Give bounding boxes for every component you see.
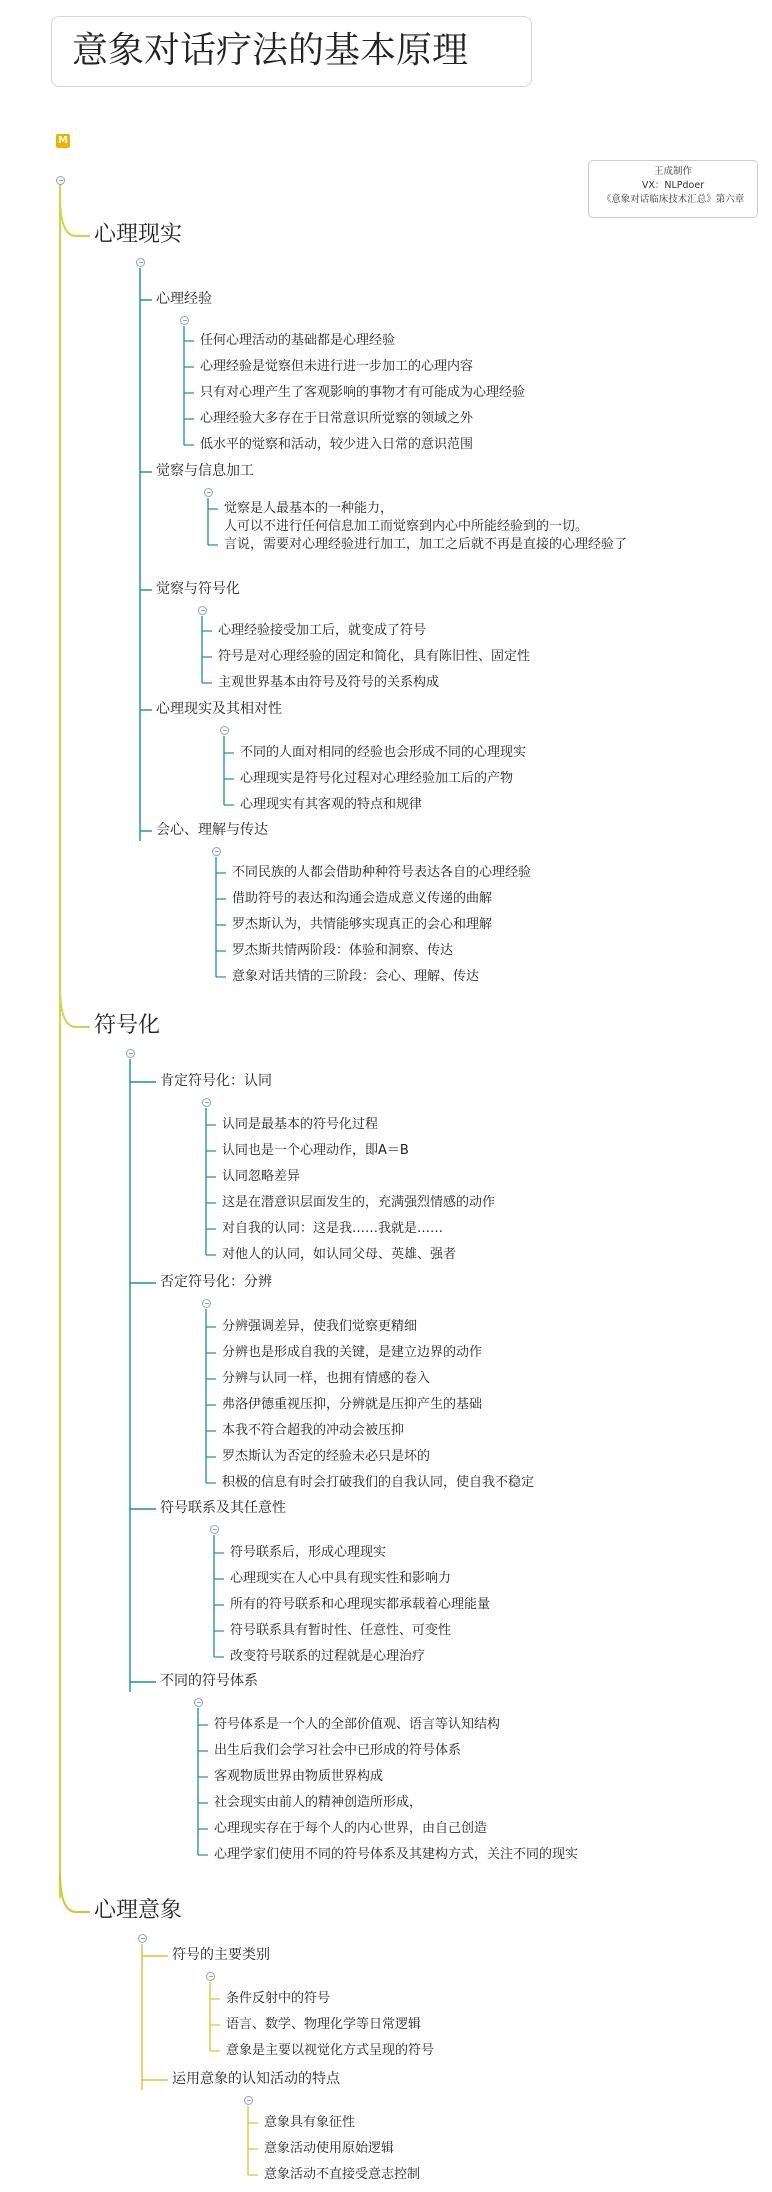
note-line-2: VX：NLPdoer bbox=[641, 180, 705, 191]
note-line-1: 王成制作 bbox=[653, 166, 692, 177]
leaf-item: 心理学家们使用不同的符号体系及其建构方式，关注不同的现实 bbox=[214, 1847, 579, 1862]
note-line-3: 《意象对话临床技术汇总》第六章 bbox=[601, 194, 745, 205]
leaf-item: 符号体系是一个人的全部价值观、语言等认知结构 bbox=[214, 1717, 501, 1732]
leaf-item: 积极的信息有时会打破我们的自我认同，使自我不稳定 bbox=[222, 1475, 535, 1490]
leaf-item: 意象是主要以视觉化方式呈现的符号 bbox=[226, 2043, 435, 2058]
branch-label: 心理现实及其相对性 bbox=[156, 701, 282, 717]
branch-toggle[interactable] bbox=[202, 1299, 211, 1308]
leaf-item: 对他人的认同，如认同父母、英雄、强者 bbox=[222, 1247, 457, 1262]
section-toggle[interactable] bbox=[136, 258, 145, 267]
leaf-item: 人可以不进行任何信息加工而觉察到内心中所能经验到的一切。 bbox=[224, 519, 589, 534]
leaf-item: 不同民族的人都会借助种种符号表达各自的心理经验 bbox=[232, 865, 532, 880]
leaf-item: 觉察是人最基本的一种能力， bbox=[224, 501, 394, 516]
leaf-item: 不同的人面对相同的经验也会形成不同的心理现实 bbox=[240, 745, 527, 760]
leaf-item: 心理经验是觉察但未进行进一步加工的心理内容 bbox=[200, 359, 474, 374]
leaf-item: 认同忽略差异 bbox=[222, 1169, 301, 1184]
connector-curve bbox=[60, 1872, 90, 1912]
leaf-item: 符号是对心理经验的固定和简化，具有陈旧性、固定性 bbox=[218, 649, 531, 664]
leaf-item: 心理现实有其客观的特点和规律 bbox=[240, 797, 423, 812]
leaf-item: 客观物质世界由物质世界构成 bbox=[214, 1769, 384, 1784]
section-toggle[interactable] bbox=[138, 1934, 147, 1943]
mindmap-icon: M bbox=[56, 134, 70, 148]
page-title: 意象对话疗法的基本原理 bbox=[72, 30, 469, 71]
leaf-item: 心理现实是符号化过程对心理经验加工后的产物 bbox=[240, 771, 514, 786]
leaf-item: 弗洛伊德重视压抑，分辨就是压抑产生的基础 bbox=[222, 1397, 483, 1412]
leaf-item: 任何心理活动的基础都是心理经验 bbox=[200, 333, 396, 348]
branch-toggle[interactable] bbox=[206, 1972, 215, 1981]
leaf-item: 心理现实在人心中具有现实性和影响力 bbox=[230, 1571, 452, 1586]
branch-label: 否定符号化：分辨 bbox=[160, 1274, 272, 1290]
branch-toggle[interactable] bbox=[244, 2096, 253, 2105]
leaf-item: 认同是最基本的符号化过程 bbox=[222, 1117, 379, 1132]
leaf-item: 罗杰斯认为，共情能够实现真正的会心和理解 bbox=[232, 917, 493, 932]
branch-toggle[interactable] bbox=[180, 316, 189, 325]
leaf-item: 所有的符号联系和心理现实都承载着心理能量 bbox=[230, 1597, 491, 1612]
branch-label: 符号的主要类别 bbox=[172, 1947, 270, 1963]
leaf-item: 分辨强调差异，使我们觉察更精细 bbox=[222, 1319, 418, 1334]
leaf-item: 心理现实存在于每个人的内心世界，由自己创造 bbox=[214, 1821, 488, 1836]
leaf-item: 改变符号联系的过程就是心理治疗 bbox=[230, 1649, 426, 1664]
branch-label: 觉察与信息加工 bbox=[156, 463, 254, 479]
branch-toggle[interactable] bbox=[212, 847, 221, 856]
collapse-toggle[interactable] bbox=[56, 176, 65, 185]
branch-toggle[interactable] bbox=[204, 488, 213, 497]
leaf-item: 主观世界基本由符号及符号的关系构成 bbox=[218, 675, 440, 690]
leaf-item: 罗杰斯共情两阶段：体验和洞察、传达 bbox=[232, 943, 454, 958]
section-toggle[interactable] bbox=[126, 1049, 135, 1058]
leaf-item: 本我不符合超我的冲动会被压抑 bbox=[222, 1423, 405, 1438]
leaf-item: 符号联系后，形成心理现实 bbox=[230, 1545, 387, 1560]
leaf-item: 对自我的认同：这是我……我就是…… bbox=[222, 1221, 444, 1236]
branch-label: 符号联系及其任意性 bbox=[160, 1500, 286, 1516]
branch-toggle[interactable] bbox=[210, 1525, 219, 1534]
connector-curve bbox=[60, 196, 90, 236]
branch-label: 不同的符号体系 bbox=[160, 1673, 258, 1689]
leaf-item: 意象活动不直接受意志控制 bbox=[264, 2167, 421, 2182]
leaf-item: 意象对话共情的三阶段：会心、理解、传达 bbox=[232, 969, 480, 984]
leaf-item: 分辨与认同一样，也拥有情感的卷入 bbox=[222, 1371, 431, 1386]
leaf-item: 低水平的觉察和活动，较少进入日常的意识范围 bbox=[200, 437, 474, 452]
connector-curve bbox=[60, 987, 90, 1027]
leaf-item: 心理经验接受加工后，就变成了符号 bbox=[218, 623, 427, 638]
leaf-item: 心理经验大多存在于日常意识所觉察的领域之外 bbox=[200, 411, 474, 426]
section-title: 心理现实 bbox=[94, 222, 183, 247]
branch-toggle[interactable] bbox=[194, 1698, 203, 1707]
branch-label: 觉察与符号化 bbox=[156, 581, 240, 597]
branch-toggle[interactable] bbox=[220, 726, 229, 735]
branch-toggle[interactable] bbox=[202, 1098, 211, 1107]
section-title: 符号化 bbox=[94, 1013, 161, 1038]
leaf-item: 借助符号的表达和沟通会造成意义传递的曲解 bbox=[232, 891, 493, 906]
leaf-item: 分辨也是形成自我的关键，是建立边界的动作 bbox=[222, 1345, 483, 1360]
branch-label: 运用意象的认知活动的特点 bbox=[172, 2071, 340, 2087]
leaf-item: 语言、数学、物理化学等日常逻辑 bbox=[226, 2017, 422, 2032]
leaf-item: 认同也是一个心理动作，即A＝B bbox=[222, 1143, 409, 1158]
branch-label: 肯定符号化：认同 bbox=[160, 1073, 272, 1089]
leaf-item: 只有对心理产生了客观影响的事物才有可能成为心理经验 bbox=[200, 385, 526, 400]
leaf-item: 条件反射中的符号 bbox=[226, 1991, 331, 2006]
leaf-item: 意象活动使用原始逻辑 bbox=[264, 2141, 395, 2156]
leaf-item: 罗杰斯认为否定的经验未必只是坏的 bbox=[222, 1449, 431, 1464]
leaf-item: 社会现实由前人的精神创造所形成， bbox=[214, 1795, 423, 1810]
leaf-item: 这是在潜意识层面发生的，充满强烈情感的动作 bbox=[222, 1195, 496, 1210]
leaf-item: 出生后我们会学习社会中已形成的符号体系 bbox=[214, 1743, 462, 1758]
branch-label: 会心、理解与传达 bbox=[156, 822, 268, 838]
leaf-item: 符号联系具有暂时性、任意性、可变性 bbox=[230, 1623, 452, 1638]
branch-toggle[interactable] bbox=[198, 606, 207, 615]
leaf-item: 言说，需要对心理经验进行加工，加工之后就不再是直接的心理经验了 bbox=[224, 537, 628, 552]
leaf-item: 意象具有象征性 bbox=[264, 2115, 356, 2130]
section-title: 心理意象 bbox=[94, 1898, 183, 1923]
branch-label: 心理经验 bbox=[156, 291, 212, 307]
